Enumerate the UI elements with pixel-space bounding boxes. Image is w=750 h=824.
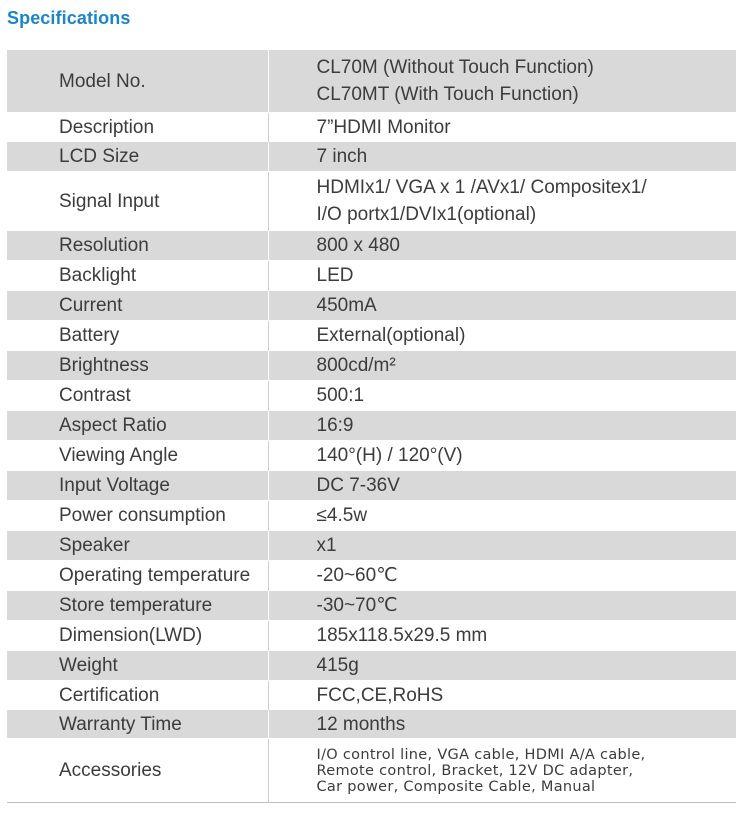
table-row [7, 261, 736, 291]
spec-label: Power consumption [7, 501, 268, 531]
table-row [7, 681, 736, 710]
spec-value-line: Remote control, Bracket, 12V DC adapter, [316, 762, 634, 779]
spec-value-line: Car power, Composite Cable, Manual [316, 778, 596, 795]
table-row [7, 501, 736, 531]
spec-value: 185x118.5x29.5 mm [268, 621, 736, 651]
table-row [7, 351, 736, 381]
spec-label: Accessories [7, 739, 268, 803]
spec-label: Viewing Angle [7, 441, 268, 471]
spec-label: Signal Input [7, 172, 268, 231]
spec-value: 500:1 [268, 381, 736, 411]
table-row [7, 471, 736, 501]
spec-label: Warranty Time [7, 710, 268, 739]
spec-value: 16:9 [268, 411, 736, 441]
spec-value: -20~60℃ [268, 561, 736, 591]
spec-value-line: CL70M (Without Touch Function) [316, 57, 594, 78]
table-row [7, 621, 736, 651]
table-row [7, 651, 736, 681]
table-row [7, 561, 736, 591]
spec-value: 7 inch [268, 142, 736, 172]
spec-value-line: I/O portx1/DVIx1(optional) [316, 204, 537, 225]
table-row [7, 739, 736, 803]
spec-label: Operating temperature [7, 561, 268, 591]
spec-value: 800cd/m² [268, 351, 736, 381]
spec-label: Input Voltage [7, 471, 268, 501]
table-row [7, 291, 736, 321]
spec-value: FCC,CE,RoHS [268, 681, 736, 710]
spec-value [268, 50, 736, 113]
spec-value: 7”HDMI Monitor [268, 113, 736, 142]
table-row [7, 113, 736, 142]
table-row [7, 441, 736, 471]
spec-value: DC 7-36V [268, 471, 736, 501]
spec-value-line: I/O control line, VGA cable, HDMI A/A cable, [316, 746, 646, 763]
table-row [7, 231, 736, 261]
table-row [7, 381, 736, 411]
spec-label: Description [7, 113, 268, 142]
table-row [7, 411, 736, 441]
spec-value: External(optional) [268, 321, 736, 351]
spec-label: Brightness [7, 351, 268, 381]
spec-value: ≤4.5w [268, 501, 736, 531]
spec-label: Speaker [7, 531, 268, 561]
table-row [7, 591, 736, 621]
spec-value [268, 172, 736, 231]
spec-value: 140°(H) / 120°(V) [268, 441, 736, 471]
specifications-table [7, 49, 736, 803]
spec-value: 450mA [268, 291, 736, 321]
spec-label: Store temperature [7, 591, 268, 621]
spec-label: LCD Size [7, 142, 268, 172]
spec-value-line: CL70MT (With Touch Function) [316, 84, 579, 105]
spec-label: Backlight [7, 261, 268, 291]
spec-label: Certification [7, 681, 268, 710]
spec-label: Aspect Ratio [7, 411, 268, 441]
spec-label: Resolution [7, 231, 268, 261]
table-row [7, 321, 736, 351]
table-row [7, 172, 736, 231]
table-row [7, 531, 736, 561]
spec-label: Weight [7, 651, 268, 681]
spec-value: 12 months [268, 710, 736, 739]
spec-value: LED [268, 261, 736, 291]
spec-label: Battery [7, 321, 268, 351]
spec-label: Model No. [7, 50, 268, 113]
spec-value: x1 [268, 531, 736, 561]
spec-value-line: HDMIx1/ VGA x 1 /AVx1/ Compositex1/ [316, 177, 647, 198]
spec-value: 415g [268, 651, 736, 681]
spec-label: Current [7, 291, 268, 321]
spec-value [268, 739, 736, 803]
page-title: Specifications [7, 8, 131, 28]
table-row [7, 50, 736, 113]
spec-value: -30~70℃ [268, 591, 736, 621]
table-row [7, 710, 736, 739]
table-row [7, 142, 736, 172]
spec-label: Contrast [7, 381, 268, 411]
spec-value: 800 x 480 [268, 231, 736, 261]
spec-label: Dimension(LWD) [7, 621, 268, 651]
